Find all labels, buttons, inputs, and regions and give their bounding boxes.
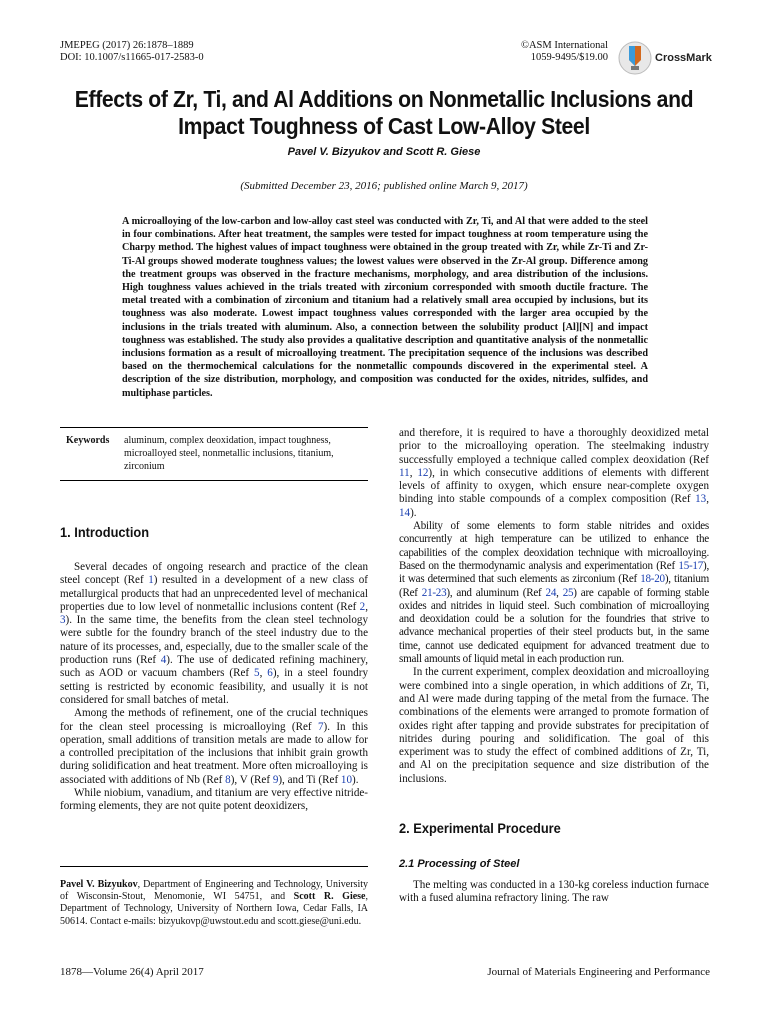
paper-title: Effects of Zr, Ti, and Al Additions on Nonmetallic Inclusions and Impact Toughness of Cast Low-Alloy Steel (74, 86, 694, 139)
reference-link[interactable]: 14 (399, 506, 411, 519)
crossmark-icon (618, 40, 652, 76)
reference-link[interactable]: 12 (417, 466, 429, 479)
page-footer-volume: 1878—Volume 26(4) April 2017 (60, 966, 204, 978)
reference-link[interactable]: 2 (359, 600, 366, 613)
paragraph: In the current experiment, complex deoxidation and microalloying were combined into a single operation, in which additions of Zr, Ti, and Al were made during tapping of the metal from the furnace. The combinations of the elements were arranged to promote formation of oxides right after tapping and provide substrates for precipitation of nitrides during pouring and solidification. The goal of this experiment was to study the effect of combined additions of Zr, Ti, and Al on the precipitation sequence and size distribution of the inclusions. (399, 666, 709, 785)
reference-link[interactable]: 11 (399, 466, 410, 479)
paragraph: Several decades of ongoing research and practice of the clean steel concept (Ref 1) resulted in a development of a new class of metallurgical products that had an unprecedented level of mechanical properties due to low level of nonmetallic inclusions content (Ref 2, 3). In the same time, the benefits from the clean steel technology were subtle for the foundry branch of the steel industry due to the nature of its processes, and, especially, due to the smaller scale of the production runs (Ref 4). The use of dedicated refining machinery, such as AOD or vacuum chambers (Ref 5, 6), in a steel foundry setting is restricted by economic feasibility, and usually it is not considered for small batches of metal. (60, 561, 368, 706)
journal-header (60, 40, 204, 64)
reference-link[interactable]: 6 (267, 667, 273, 680)
subsection-heading-processing: 2.1 Processing of Steel (399, 858, 520, 871)
reference-link[interactable]: 21-23 (421, 586, 447, 599)
submission-dates: (Submitted December 23, 2016; published online March 9, 2017) (240, 180, 528, 192)
page-footer-journal: Journal of Materials Engineering and Performance (487, 966, 710, 978)
reference-link[interactable]: 1 (148, 574, 154, 587)
right-column (399, 427, 709, 906)
crossmark-badge[interactable] (618, 40, 718, 76)
copyright: ©ASM International (520, 40, 608, 51)
paragraph: Among the methods of refinement, one of the crucial techniques for the clean steel processing is microalloying (Ref 7). In this operation, small additions of transition metals are made to allow for a controlled precipitation of the inclusions that inhibit grain growth during solidification and heat treatment. More often microalloying is associated with additions of Nb (Ref 8), V (Ref 9), and Ti (Ref 10). (60, 707, 368, 786)
keywords-text: aluminum, complex deoxidation, impact toughness, microalloyed steel, nonmetallic inclusions, titanium, zirconium (124, 435, 334, 472)
reference-link[interactable]: 8 (225, 773, 231, 786)
authors: Pavel V. Bizyukov and Scott R. Giese (287, 146, 481, 158)
doi: DOI: 10.1007/s11665-017-2583-0 (60, 52, 204, 63)
abstract: A microalloying of the low-carbon and low-alloy cast steel was conducted with Zr, Ti, and Al that were added to the steel in four combinations. After heat treatment, the samples were tested for impact toughness at room temperature using the Charpy method. The highest values of impact toughness were obtained in the group treated with Zr, while Zr-Ti and Zr-Ti-Al groups showed moderate toughness values; the lowest values were observed in the Zr-Al group. Difference among the treatment groups was observed in the fracture mechanisms, morphology, and area distribution of the inclusions. High toughness values achieved in the trials treated with zirconium corresponded with smooth ductile fracture. The metal treated with a combination of zirconium and titanium had a relatively small area occupied by inclusions, but its toughness was also moderate. Lowest impact toughness values corresponded with the larger area occupied by the inclusions in the trials treated with aluminum. Also, a connection between the solubility product [Al][N] and impact toughness was established. The study also provides a qualitative description and quantitative analysis of the nonmetallic inclusions formation as a result of microalloying treatment. The precipitation sequence of the inclusions was described based on the thermochemical calculations for the nonmetallic compounds discovered in the experimental steel. A description of the size distribution, morphology, and composition was conducted for the oxides, nitrides, sulfides, and multiphase particles. (122, 216, 648, 399)
paragraph: While niobium, vanadium, and titanium are very effective nitride-forming elements, they are not quite potent deoxidizers, (60, 787, 368, 813)
publisher-header (490, 40, 608, 64)
author-affiliations: Pavel V. Bizyukov, Department of Engineering and Technology, University of Wisconsin-Stout, Menomonie, WI 54751, and Scott R. Giese, Department of Technology, University of Northern Iowa, Cedar Falls, IA 50614. Contact e-mails: bizyukovp@uwstout.edu and scott.giese@uni.edu. (60, 866, 368, 928)
crossmark-label: CrossMark (655, 52, 712, 64)
left-column (60, 524, 368, 814)
reference-link[interactable]: 13 (695, 493, 707, 506)
reference-link[interactable]: 25 (562, 586, 574, 599)
reference-link[interactable]: 7 (317, 720, 324, 733)
reference-link[interactable]: 5 (254, 667, 260, 680)
paragraph: Ability of some elements to form stable nitrides and oxides concurrently at high temperature can be utilized to enhance the capabilities of the complex deoxidation technique with microalloying. Based on the thermodynamic analysis and experimentation (Ref 15-17), it was determined that such elements as zirconium (Ref 18-20), titanium (Ref 21-23), and aluminum (Ref 24, 25) are capable of forming stable oxides and nitrides in liquid steel. Such combination of microalloying and deoxidation could be a solution for the foundries that strive to advance mechanical properties of their steel products but, in the same time, cannot use dedicated equipment for advanced treatment due to small amounts of liquid metal in each production run. (399, 520, 709, 666)
reference-link[interactable]: 24 (545, 586, 557, 599)
issn-price: 1059-9495/$19.00 (530, 52, 608, 63)
reference-link[interactable]: 18-20 (640, 573, 665, 586)
paragraph: The melting was conducted in a 130-kg coreless induction furnace with a fused alumina refractory lining. The raw (399, 879, 709, 905)
section-heading-introduction: 1. Introduction (60, 525, 150, 540)
keywords-box (60, 427, 368, 481)
reference-link[interactable]: 9 (272, 773, 279, 786)
journal-citation: JMEPEG (2017) 26:1878–1889 (60, 40, 194, 51)
paragraph: and therefore, it is required to have a thoroughly deoxidized metal prior to the microalloying operation. The steelmaking industry successfully employed a technique called complex deoxidation (Ref 11, 12), in which consecutive additions of elements with different levels of affinity to oxygen, which ensure near-complete oxygen binding into stable compounds of a complex composition (Ref 13, 14). (399, 427, 709, 519)
reference-link[interactable]: 3 (60, 614, 66, 627)
section-heading-experimental-procedure: 2. Experimental Procedure (399, 821, 561, 837)
reference-link[interactable]: 15-17 (678, 559, 704, 572)
keywords-label: Keywords (66, 435, 110, 446)
reference-link[interactable]: 4 (160, 654, 167, 667)
reference-link[interactable]: 10 (340, 773, 353, 786)
